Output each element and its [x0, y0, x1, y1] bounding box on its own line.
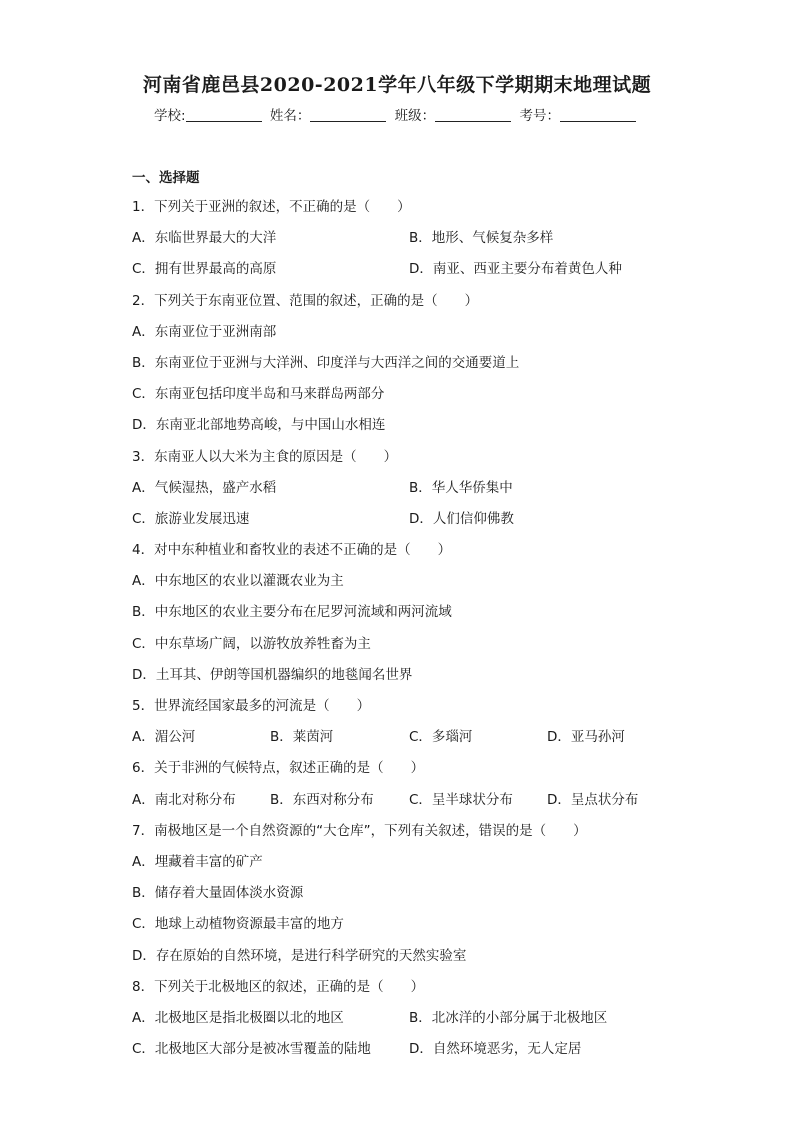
option-c[interactable]: C．中东草场广阔，以游牧放养牲畜为主 — [132, 635, 371, 652]
option-d[interactable]: D．人们信仰佛教 — [409, 510, 514, 527]
exam-number-label: 考号： — [519, 108, 560, 124]
option-row — [132, 722, 672, 753]
question-list — [132, 167, 672, 1065]
student-info-row — [0, 104, 794, 124]
question-stem: 6．关于非洲的气候特点，叙述正确的是（ ） — [132, 760, 425, 777]
option-b[interactable]: B．地形、气候复杂多样 — [409, 230, 554, 247]
question-stem: 5．世界流经国家最多的河流是（ ） — [132, 698, 371, 714]
option-b[interactable]: B．东南亚位于亚洲与大洋洲、印度洋与大西洋之间的交通要道上 — [132, 354, 520, 371]
option-c[interactable]: C．呈半球状分布 — [409, 791, 513, 808]
option-a[interactable]: A．气候湿热，盛产水稻 — [132, 479, 277, 496]
question-stem: 7．南极地区是一个自然资源的“大仓库”，下列有关叙述，错误的是（ ） — [132, 822, 587, 839]
option-d[interactable]: D．存在原始的自然环境，是进行科学研究的天然实验室 — [132, 947, 467, 964]
option-a[interactable]: A．东临世界最大的大洋 — [132, 230, 277, 247]
option-row — [132, 504, 672, 535]
option-a[interactable]: A．中东地区的农业以灌溉农业为主 — [132, 573, 344, 590]
question-stem: 8．下列关于北极地区的叙述，正确的是（ ） — [132, 978, 425, 995]
option-a[interactable]: A．东南亚位于亚洲南部 — [132, 323, 277, 340]
exam-title: 河南省鹿邑县2020-2021学年八年级下学期期末地理试题 — [142, 74, 652, 96]
question-stem: 4．对中东种植业和畜牧业的表述不正确的是（ ） — [132, 542, 452, 559]
option-c[interactable]: C．旅游业发展迅速 — [132, 510, 250, 527]
option-a[interactable]: A．北极地区是指北极圈以北的地区 — [132, 1009, 344, 1026]
option-d[interactable]: D．亚马孙河 — [547, 729, 625, 746]
question-stem: 3．东南亚人以大米为主食的原因是（ ） — [132, 448, 398, 465]
option-row — [132, 1003, 672, 1034]
option-d[interactable]: D．呈点状分布 — [547, 791, 639, 808]
class-field[interactable] — [395, 104, 516, 124]
option-row — [132, 785, 672, 816]
option-d[interactable]: D．东南亚北部地势高峻，与中国山水相连 — [132, 417, 386, 434]
option-c[interactable]: C．多瑙河 — [409, 729, 473, 746]
option-d[interactable]: D．南亚、西亚主要分布着黄色人种 — [409, 261, 622, 278]
option-row — [132, 1034, 672, 1065]
section-heading: 一、选择题 — [132, 170, 200, 186]
option-b[interactable]: B．中东地区的农业主要分布在尼罗河流域和两河流域 — [132, 604, 452, 621]
option-b[interactable]: B．东西对称分布 — [270, 791, 374, 808]
option-d[interactable]: D．自然环境恶劣，无人定居 — [409, 1041, 582, 1058]
option-c[interactable]: C．北极地区大部分是被冰雪覆盖的陆地 — [132, 1041, 371, 1058]
option-b[interactable]: B．华人华侨集中 — [409, 479, 513, 496]
option-row — [132, 473, 672, 504]
option-row — [132, 254, 672, 285]
option-c[interactable]: C．拥有世界最高的高原 — [132, 261, 277, 278]
class-blank — [435, 107, 511, 122]
school-label: 学校: — [154, 108, 186, 124]
option-c[interactable]: C．东南亚包括印度半岛和马来群岛两部分 — [132, 386, 385, 403]
option-d[interactable]: D．土耳其、伊朗等国机器编织的地毯闻名世界 — [132, 666, 413, 683]
name-field[interactable] — [270, 104, 391, 124]
school-blank — [186, 107, 262, 122]
option-c[interactable]: C．地球上动植物资源最丰富的地方 — [132, 916, 344, 933]
question-stem: 1．下列关于亚洲的叙述，不正确的是（ ） — [132, 199, 411, 215]
option-b[interactable]: B．北冰洋的小部分属于北极地区 — [409, 1009, 608, 1026]
option-row — [132, 223, 672, 254]
question-stem: 2．下列关于东南亚位置、范围的叙述，正确的是（ ） — [132, 292, 479, 309]
school-field[interactable] — [154, 104, 266, 124]
option-b[interactable]: B．莱茵河 — [270, 729, 334, 746]
option-a[interactable]: A．湄公河 — [132, 729, 196, 746]
option-a[interactable]: A．埋藏着丰富的矿产 — [132, 853, 263, 870]
option-b[interactable]: B．储存着大量固体淡水资源 — [132, 885, 304, 902]
class-label: 班级： — [394, 108, 436, 124]
exam-number-field[interactable] — [519, 104, 640, 124]
exam-number-blank — [560, 107, 636, 122]
name-label: 姓名： — [269, 108, 311, 124]
option-a[interactable]: A．南北对称分布 — [132, 791, 236, 808]
name-blank — [310, 107, 386, 122]
